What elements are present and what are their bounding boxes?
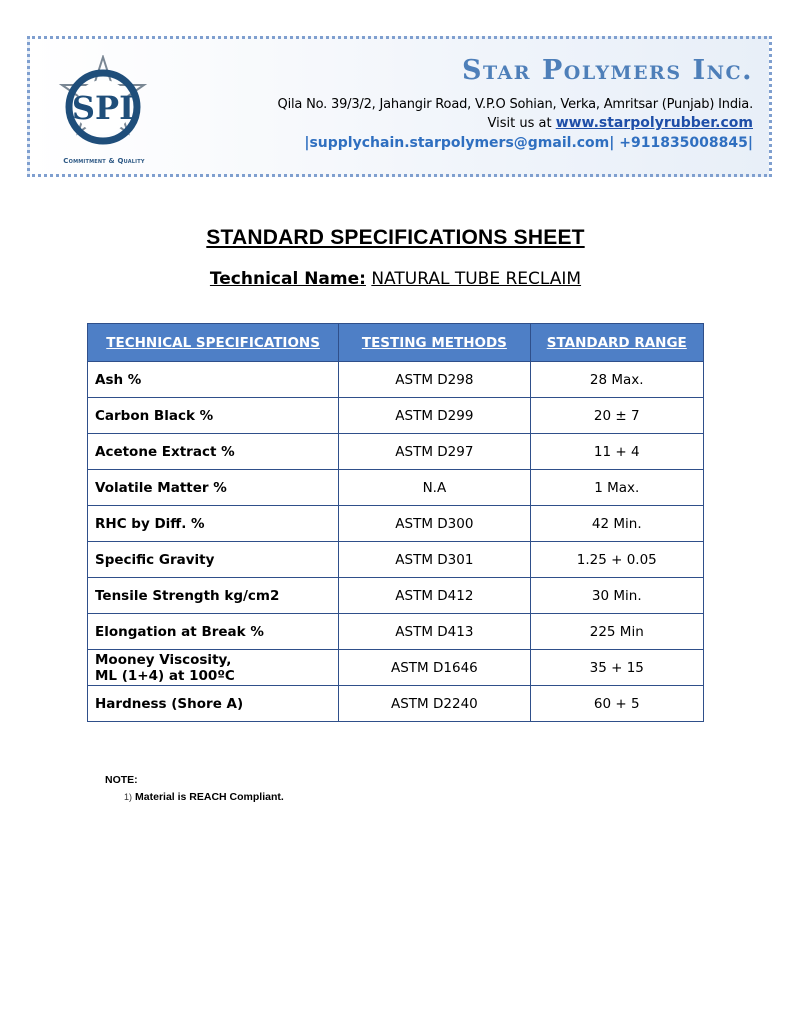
spec-range: 60 + 5: [530, 686, 703, 722]
spec-range: 11 + 4: [530, 434, 703, 470]
spec-range: 225 Min: [530, 614, 703, 650]
spec-method: ASTM D297: [339, 434, 530, 470]
table-row: [88, 686, 704, 722]
table-row: [88, 470, 704, 506]
spec-param: Specific Gravity: [88, 542, 339, 578]
note-item-text: Material is REACH Compliant.: [135, 791, 284, 803]
spec-method: ASTM D1646: [339, 650, 530, 686]
website-link[interactable]: www.starpolyrubber.com: [555, 115, 753, 131]
spec-range: 1.25 + 0.05: [530, 542, 703, 578]
technical-name-value: NATURAL TUBE RECLAIM: [371, 269, 582, 289]
technical-name-label: Technical Name:: [209, 269, 366, 289]
website-line: [488, 115, 754, 131]
note-item: [124, 791, 284, 803]
spec-method: N.A: [339, 470, 530, 506]
note-item-number: 1): [124, 792, 133, 802]
header-technical-specifications: TECHNICAL SPECIFICATIONS: [88, 324, 339, 362]
table-row: [88, 362, 704, 398]
table-row: [88, 434, 704, 470]
note-heading: NOTE:: [105, 774, 138, 786]
spec-param: Carbon Black %: [88, 398, 339, 434]
technical-name: [0, 269, 791, 289]
company-name: Star Polymers Inc.: [461, 55, 753, 86]
table-row: [88, 614, 704, 650]
spec-method: ASTM D301: [339, 542, 530, 578]
spec-param: Tensile Strength kg/cm2: [88, 578, 339, 614]
spec-param: Acetone Extract %: [88, 434, 339, 470]
spec-param-cell: [88, 650, 339, 686]
spec-param: Elongation at Break %: [88, 614, 339, 650]
spec-param: Ash %: [88, 362, 339, 398]
spec-method: ASTM D298: [339, 362, 530, 398]
spec-param: Mooney Viscosity, ML (1+4) at 100ºC: [95, 651, 235, 684]
spec-method: ASTM D412: [339, 578, 530, 614]
spec-range: 30 Min.: [530, 578, 703, 614]
header-testing-methods: TESTING METHODS: [339, 324, 530, 362]
spec-param: RHC by Diff. %: [88, 506, 339, 542]
spec-range: 28 Max.: [530, 362, 703, 398]
document-title: STANDARD SPECIFICATIONS SHEET: [206, 226, 585, 249]
spec-method: ASTM D413: [339, 614, 530, 650]
spec-param: Hardness (Shore A): [88, 686, 339, 722]
spec-range: 35 + 15: [530, 650, 703, 686]
spec-range: 42 Min.: [530, 506, 703, 542]
spec-range: 1 Max.: [530, 470, 703, 506]
table-row: [88, 578, 704, 614]
logo-tagline: Commitment & Quality: [63, 157, 145, 165]
table-header-row: [88, 324, 704, 362]
spec-method: ASTM D2240: [339, 686, 530, 722]
table-row: [88, 542, 704, 578]
table-row: [88, 506, 704, 542]
spec-method: ASTM D300: [339, 506, 530, 542]
logo-text: SPI: [71, 89, 135, 127]
company-address: Qila No. 39/3/2, Jahangir Road, V.P.O Sohian, Verka, Amritsar (Punjab) India.: [277, 97, 753, 112]
visit-prefix: Visit us at: [487, 116, 552, 131]
spec-method: ASTM D299: [339, 398, 530, 434]
table-row: [88, 398, 704, 434]
letterhead: [27, 36, 772, 177]
spec-range: 20 ± 7: [530, 398, 703, 434]
header-standard-range: STANDARD RANGE: [530, 324, 703, 362]
table-row: [88, 650, 704, 686]
specifications-table: [87, 323, 704, 722]
contact-line[interactable]: |supplychain.starpolymers@gmail.com| +911835008845|: [304, 135, 753, 151]
spec-param: Volatile Matter %: [88, 470, 339, 506]
company-logo: [48, 55, 158, 161]
